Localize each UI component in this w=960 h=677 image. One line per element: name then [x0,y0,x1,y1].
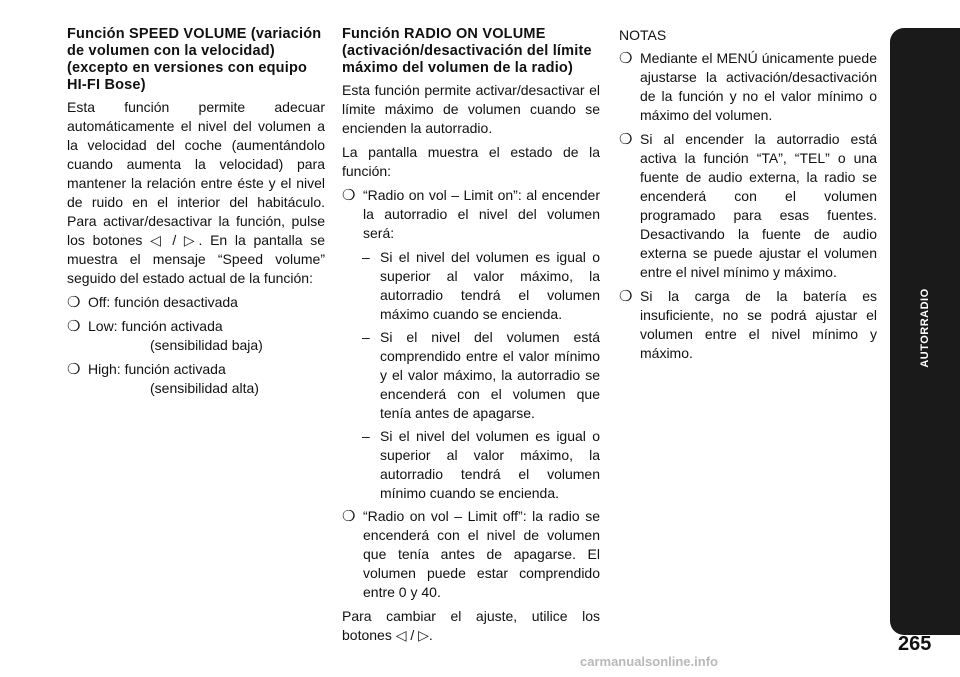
bullet-icon: ❍ [67,294,81,311]
bullet-icon: ❍ [619,131,633,148]
paragraph-speed-volume: Esta función permite adecuar automáticamente el nivel del volumen a la velocidad del coche (aumentándolo cuando aumenta la velocidad) para mantener la relación entre éste y el nivel de ruido en el interior del habitáculo. Para activar/desactivar la función, pulse los botones ◁ / ▷. En la pantalla se muestra el mensaje “Speed volume” seguido del estado actual de la función: [67,99,325,286]
list-item: ❍ Mediante el MENÚ únicamente puede ajustarse la activación/desactivación de la función y no el valor mínimo o máximo del volumen. [619,50,877,123]
footer-watermark: carmanualsonline.info [580,654,718,669]
list-item: ❍ “Radio on vol – Limit off”: la radio se encenderá con el nivel de volumen que tenía antes de apagarse. El volumen puede estar comprendido entre 0 y 40. [342,508,600,600]
column-radio-on-volume [342,26,600,650]
bullet-icon: ❍ [619,288,633,305]
section-tab [890,28,960,635]
page-number: 265 [898,633,932,655]
list-item: ❍ Si la carga de la batería es insuficiente, no se podrá ajustar el volumen entre el nivel mínimo y máximo. [619,288,877,361]
dash-item: – Si el nivel del volumen es igual o superior al valor máximo, la autorradio tendrá el volumen mínimo cuando se encienda. [362,428,600,501]
bullet-icon: ❍ [342,508,356,525]
heading-speed-volume: Función SPEED VOLUME (variación de volumen con la velocidad) (excepto en versiones con equipo HI-FI Bose) [67,26,322,93]
bullet-icon: ❍ [67,361,81,378]
list-item: ❍ Off: función desactivada [67,294,238,311]
notes-title: NOTAS [619,27,667,43]
dash-item: – Si el nivel del volumen es igual o superior al valor máximo, la autorradio tendrá el volumen máximo cuando se encienda. [362,249,600,322]
bullet-icon: ❍ [67,318,81,335]
list-item: ❍ High: función activada (sensibilidad alta) [67,361,259,396]
dash-icon: – [362,249,370,265]
paragraph-outro: Para cambiar el ajuste, utilice los botones ◁ / ▷. [342,608,600,643]
dash-item: – Si el nivel del volumen está comprendido entre el valor mínimo y el valor máximo, la autorradio se encenderá con el volumen que tenía antes de apagarse. [362,329,600,421]
dash-icon: – [362,329,370,345]
paragraph-status: La pantalla muestra el estado de la función: [342,144,600,179]
section-tab-label: AUTORRADIO [919,288,931,368]
dash-icon: – [362,428,370,444]
paragraph-intro: Esta función permite activar/desactivar el límite máximo de volumen cuando se encienden la autorradio. [342,82,600,136]
bullet-icon: ❍ [619,50,633,67]
list-item: ❍ Low: función activada (sensibilidad baja) [67,318,263,353]
column-notes [619,26,877,368]
list-item: ❍ Si al encender la autorradio está activa la función “TA”, “TEL” o una fuente de audio externa, la radio se encenderá con el volumen programado para esas fuentes. Desactivando la fuente de audio externa se puede ajustar el volumen entre el nivel mínimo y máximo. [619,131,877,280]
list-item: ❍ “Radio on vol – Limit on”: al encender la autorradio el nivel del volumen será: [342,187,600,241]
heading-radio-on-volume: Función RADIO ON VOLUME (activación/desactivación del límite máximo del volumen de la radio) [342,26,592,76]
bullet-icon: ❍ [342,187,356,204]
column-speed-volume [67,26,325,403]
